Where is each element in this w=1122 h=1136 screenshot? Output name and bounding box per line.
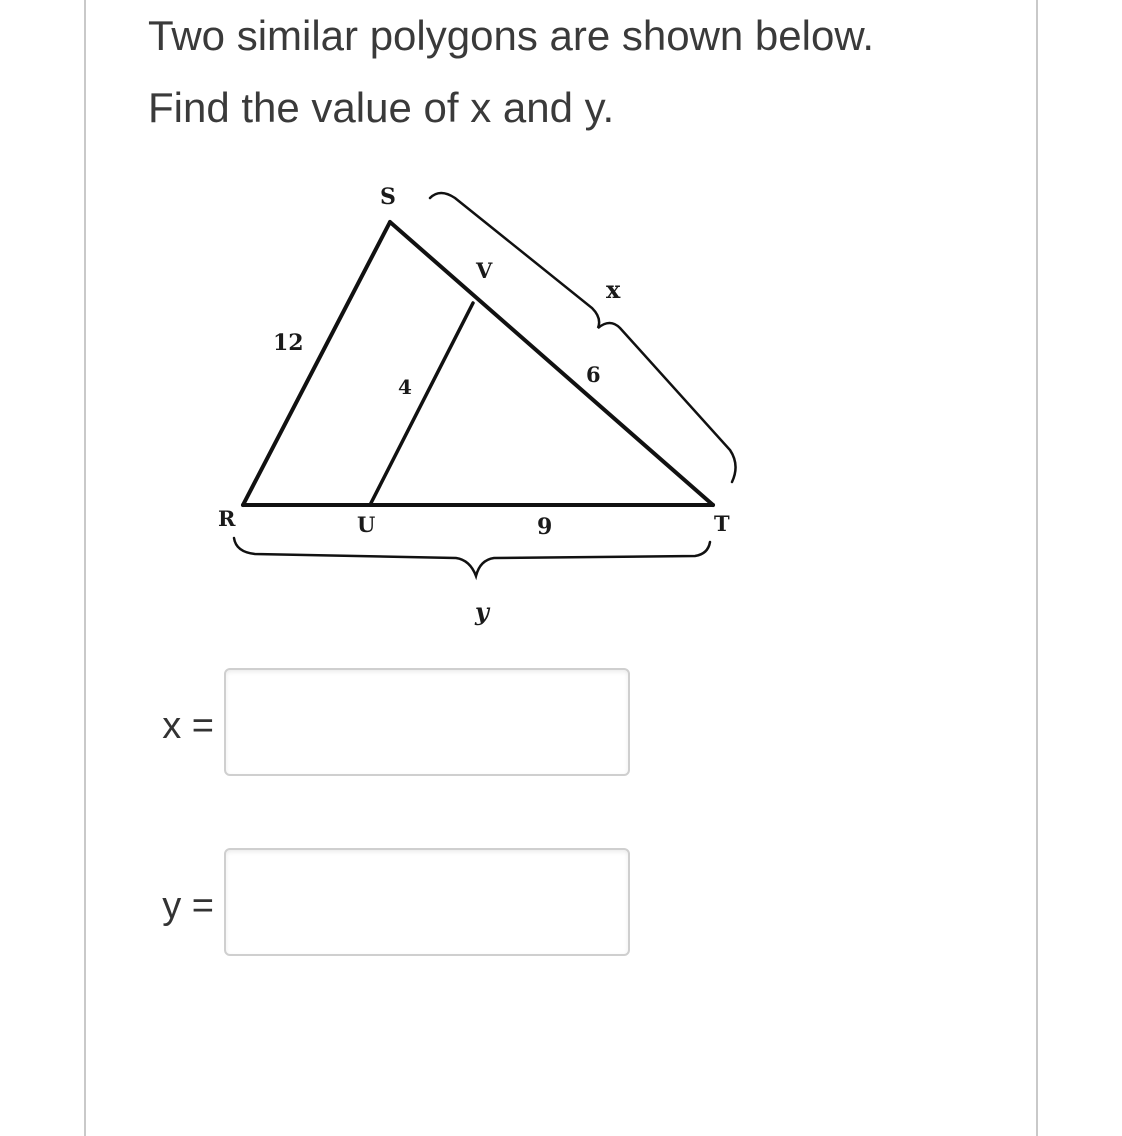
vertex-label-t: T [714,511,730,536]
side-label-rt: y [475,597,489,626]
vertex-label-r: R [218,506,236,531]
side-label-rs: 12 [273,330,304,356]
segment-uv [370,303,473,505]
vertex-label-v: V [476,258,493,283]
question-line-2: Find the value of x and y. [148,84,615,131]
y-answer-label: y = [162,885,214,927]
side-label-st: x [606,275,621,304]
x-answer-input[interactable] [224,668,630,776]
side-label-vt: 6 [586,362,601,387]
vertex-label-s: S [380,184,396,210]
answer-row-x [100,668,640,780]
brace-y [234,538,710,576]
x-answer-label: x = [162,705,214,747]
side-label-uv: 4 [398,375,412,399]
side-rs [243,222,390,505]
triangle-diagram [140,160,760,640]
y-answer-input[interactable] [224,848,630,956]
similar-triangles-figure [140,160,760,640]
side-st [390,222,713,505]
brace-x [430,193,736,482]
question-line-1: Two similar polygons are shown below. [148,12,875,59]
side-label-ut: 9 [537,514,553,540]
vertex-label-u: U [357,512,376,537]
answer-row-y [100,848,640,960]
question-text [148,0,874,144]
